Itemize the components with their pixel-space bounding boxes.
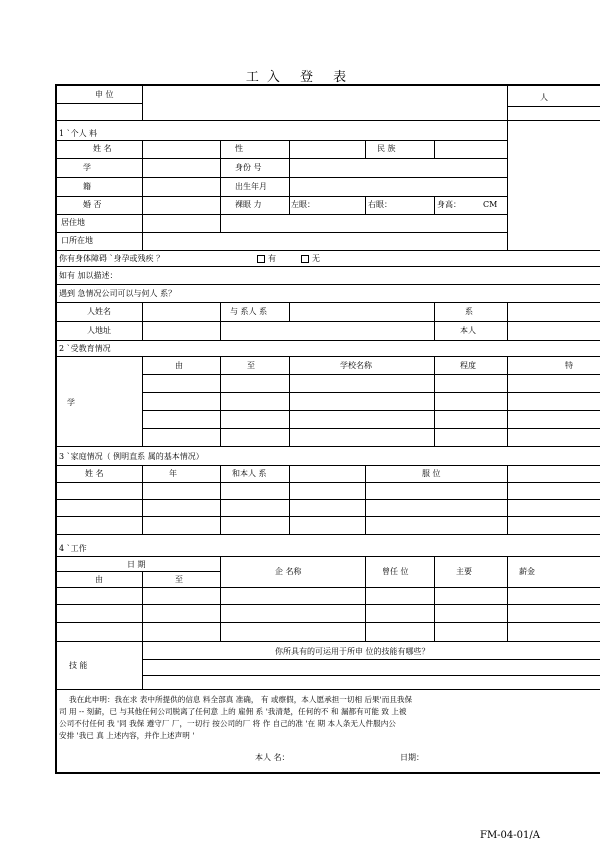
section1-heading: 1 `个人 料 xyxy=(59,129,98,138)
emergency-relation: 与 系人 系 xyxy=(230,307,268,316)
family-col-name: 姓 名 xyxy=(85,469,104,478)
family-col-relation: 和本人 系 xyxy=(232,469,267,478)
position-label: 申 位 xyxy=(95,90,114,99)
declaration-line-4: 安排 '我已 真 上述内容，并作上述声明 ' xyxy=(59,731,195,740)
vision-label: 裸眼 力 xyxy=(235,200,262,209)
edu-col-from: 由 xyxy=(175,361,183,370)
section4-heading: 4 `工作 xyxy=(59,544,87,553)
declaration-line-1: 我在此申明：我在求 表中所提供的信息 料全部真 准确， 有 或瘵假，本人愿承担一切相 后果'而且我保 xyxy=(69,695,413,704)
residence-label: 居住地 xyxy=(61,218,85,227)
family-col-age: 年 xyxy=(169,469,177,478)
work-col-post: 曾任 位 xyxy=(382,567,409,576)
birth-label: 出生年月 xyxy=(235,182,267,191)
work-col-to: 至 xyxy=(175,575,183,584)
marital-label: 婚 否 xyxy=(83,200,102,209)
skills-question: 你所具有的可运用于所申 位的技能有哪些？ xyxy=(275,647,430,656)
right-eye-label: 右眼： xyxy=(368,200,392,209)
edu-col-degree: 程度 xyxy=(460,361,476,370)
emergency-phone: 系 xyxy=(465,307,473,316)
family-col-work: 服 位 xyxy=(422,469,441,478)
left-eye-label: 左眼： xyxy=(291,200,315,209)
edu-col-major: 特 xyxy=(565,361,573,370)
education-side-label: 学 xyxy=(67,398,75,407)
height-label: 身高： xyxy=(437,200,461,209)
disability-describe: 如有 加以描述： xyxy=(59,271,118,280)
registered-label: 口所在地 xyxy=(61,236,93,245)
work-col-date: 日 期 xyxy=(127,560,146,569)
declaration-line-3: 公司不付任何 我 '同 我保 遵守厂 厂，一切行 按公司的厂 将 作 自己的准 '在 期 本人条无人件服内公 xyxy=(59,719,396,728)
declaration-line-2: 司 用 -- 刻薪，已 与其他任何公司脱离了任何意 上的 雇佣 系 '我清楚，任何的不 和 漏都有可能 致 上被 xyxy=(59,707,407,716)
registration-form xyxy=(55,84,600,774)
edu-col-school: 学校名称 xyxy=(340,361,372,370)
form-title: 工入 登 表 xyxy=(245,70,355,85)
edu-col-to: 至 xyxy=(247,361,255,370)
signature-label: 本人 名： xyxy=(255,753,290,762)
ethnicity-label: 民 族 xyxy=(377,144,396,153)
checkbox-icon xyxy=(257,255,265,263)
education-label: 学 xyxy=(83,163,91,172)
option-no[interactable]: 无 xyxy=(301,254,320,264)
form-code: FM-04-01/A xyxy=(480,830,540,841)
date-label: 日期： xyxy=(400,753,424,762)
work-col-from: 由 xyxy=(95,575,103,584)
name-label: 姓 名 xyxy=(93,144,112,153)
hometown-label: 籍 xyxy=(83,182,91,191)
emergency-question: 遇到 急情况公司可以与何人 系？ xyxy=(59,289,177,298)
work-col-company: 企 名称 xyxy=(275,567,302,576)
emergency-contact-name: 人姓名 xyxy=(87,307,111,316)
section2-heading: 2 `受教育情况 xyxy=(59,344,111,353)
skills-label: 技 能 xyxy=(69,661,88,670)
emergency-self: 本人 xyxy=(460,326,476,335)
id-label: 身份 号 xyxy=(235,163,262,172)
photo-label: 人 xyxy=(540,93,548,102)
gender-label: 性 xyxy=(235,144,243,153)
disability-question: 你有身体障碍 `身孕或残疾 ？ xyxy=(59,254,165,263)
declaration-text xyxy=(59,694,599,742)
height-unit: CM xyxy=(483,200,498,209)
emergency-address: 人地址 xyxy=(87,326,111,335)
section3-heading: 3 `家庭情况（ 例明直系 属的基本情况） xyxy=(59,452,204,461)
checkbox-icon xyxy=(301,255,309,263)
work-col-duty: 主要 xyxy=(456,567,472,576)
option-yes[interactable]: 有 xyxy=(257,254,276,264)
work-col-salary: 薪金 xyxy=(519,567,535,576)
